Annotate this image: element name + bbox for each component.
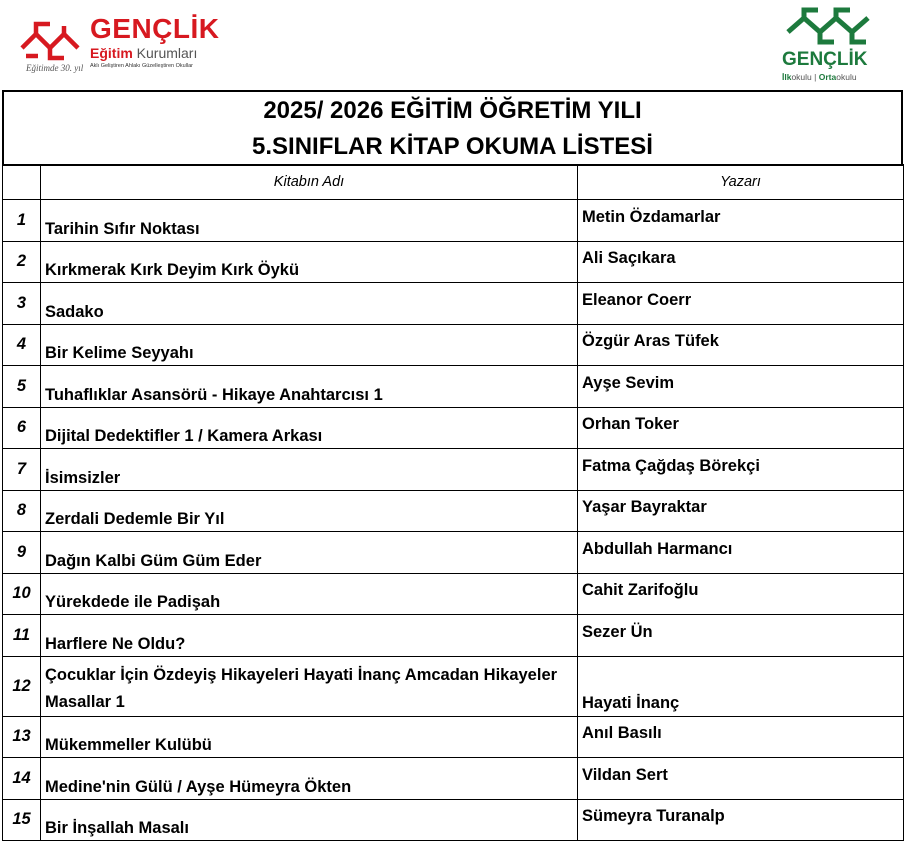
row-number: 13: [3, 716, 41, 758]
left-logo-subtitle: Eğitim Kurumları: [90, 45, 198, 61]
table-row: [3, 366, 904, 408]
right-logo-subtitle: İlkokulu | Ortaokulu: [782, 72, 857, 82]
table-row: [3, 241, 904, 283]
row-number: 1: [3, 200, 41, 242]
row-number: 2: [3, 241, 41, 283]
genclik-pattern-icon: [18, 18, 84, 64]
book-author: Ayşe Sevim: [578, 366, 904, 408]
book-author: Cahit Zarifoğlu: [578, 573, 904, 615]
genclik-pattern-icon: [782, 6, 882, 46]
book-author: Hayati İnanç: [578, 656, 904, 716]
book-author: Anıl Basılı: [578, 716, 904, 758]
row-number: 6: [3, 407, 41, 449]
book-author: Sümeyra Turanalp: [578, 799, 904, 841]
column-header-book: Kitabın Adı: [41, 165, 578, 200]
book-author: Sezer Ün: [578, 615, 904, 657]
book-list-table: [2, 164, 904, 841]
column-header-author: Yazarı: [578, 165, 904, 200]
right-logo-brand: GENÇLİK: [782, 49, 868, 70]
row-number: 15: [3, 799, 41, 841]
book-author: Metin Özdamarlar: [578, 200, 904, 242]
book-title: Dağın Kalbi Güm Güm Eder: [41, 532, 578, 574]
row-number: 5: [3, 366, 41, 408]
book-author: Ali Saçıkara: [578, 241, 904, 283]
row-number: 12: [3, 656, 41, 716]
table-row: [3, 799, 904, 841]
book-title: Çocuklar İçin Özdeyiş Hikayeleri Hayati İnanç Amcadan Hikayeler Masallar 1: [41, 656, 578, 716]
book-title: Dijital Dedektifler 1 / Kamera Arkası: [41, 407, 578, 449]
table-row: [3, 490, 904, 532]
page-title: 2025/ 2026 EĞİTİM ÖĞRETİM YILI: [263, 97, 642, 124]
table-row: [3, 532, 904, 574]
table-row: [3, 449, 904, 491]
row-number: 11: [3, 615, 41, 657]
table-body: [3, 200, 904, 841]
book-title: Medine'nin Gülü / Ayşe Hümeyra Ökten: [41, 758, 578, 800]
book-author: Vildan Sert: [578, 758, 904, 800]
left-logo-tagline: Eğitimde 30. yıl: [26, 63, 84, 73]
book-title: Yürekdede ile Padişah: [41, 573, 578, 615]
table-row: [3, 324, 904, 366]
book-author: Eleanor Coerr: [578, 283, 904, 325]
book-title: Harflere Ne Oldu?: [41, 615, 578, 657]
book-title: Tarihin Sıfır Noktası: [41, 200, 578, 242]
table-row: [3, 200, 904, 242]
column-header-number: [3, 165, 41, 200]
book-author: Özgür Aras Tüfek: [578, 324, 904, 366]
book-author: Orhan Toker: [578, 407, 904, 449]
table-row: [3, 656, 904, 716]
genclik-school-logo: [776, 6, 888, 82]
row-number: 3: [3, 283, 41, 325]
row-number: 10: [3, 573, 41, 615]
book-title: İsimsizler: [41, 449, 578, 491]
title-box: [2, 90, 903, 166]
genclik-egitim-logo: [18, 14, 218, 80]
reading-list-sheet: [2, 90, 903, 837]
book-title: Bir Kelime Seyyahı: [41, 324, 578, 366]
book-title: Zerdali Dedemle Bir Yıl: [41, 490, 578, 532]
left-logo-motto: Aklı Geliştiren Ahlakı Güzelleştiren Okullar: [90, 63, 194, 69]
table-row: [3, 716, 904, 758]
row-number: 14: [3, 758, 41, 800]
row-number: 8: [3, 490, 41, 532]
book-title: Mükemmeller Kulübü: [41, 716, 578, 758]
table-row: [3, 615, 904, 657]
table-row: [3, 283, 904, 325]
book-title: Bir İnşallah Masalı: [41, 799, 578, 841]
book-author: Fatma Çağdaş Börekçi: [578, 449, 904, 491]
table-row: [3, 407, 904, 449]
book-author: Abdullah Harmancı: [578, 532, 904, 574]
left-logo-brand: GENÇLİK: [90, 13, 220, 44]
row-number: 7: [3, 449, 41, 491]
table-row: [3, 573, 904, 615]
row-number: 4: [3, 324, 41, 366]
book-title: Sadako: [41, 283, 578, 325]
book-author: Yaşar Bayraktar: [578, 490, 904, 532]
row-number: 9: [3, 532, 41, 574]
table-header-row: [3, 165, 904, 200]
page-subtitle: 5.SINIFLAR KİTAP OKUMA LİSTESİ: [252, 133, 653, 160]
table-row: [3, 758, 904, 800]
book-title: Kırkmerak Kırk Deyim Kırk Öykü: [41, 241, 578, 283]
book-title: Tuhaflıklar Asansörü - Hikaye Anahtarcısı 1: [41, 366, 578, 408]
